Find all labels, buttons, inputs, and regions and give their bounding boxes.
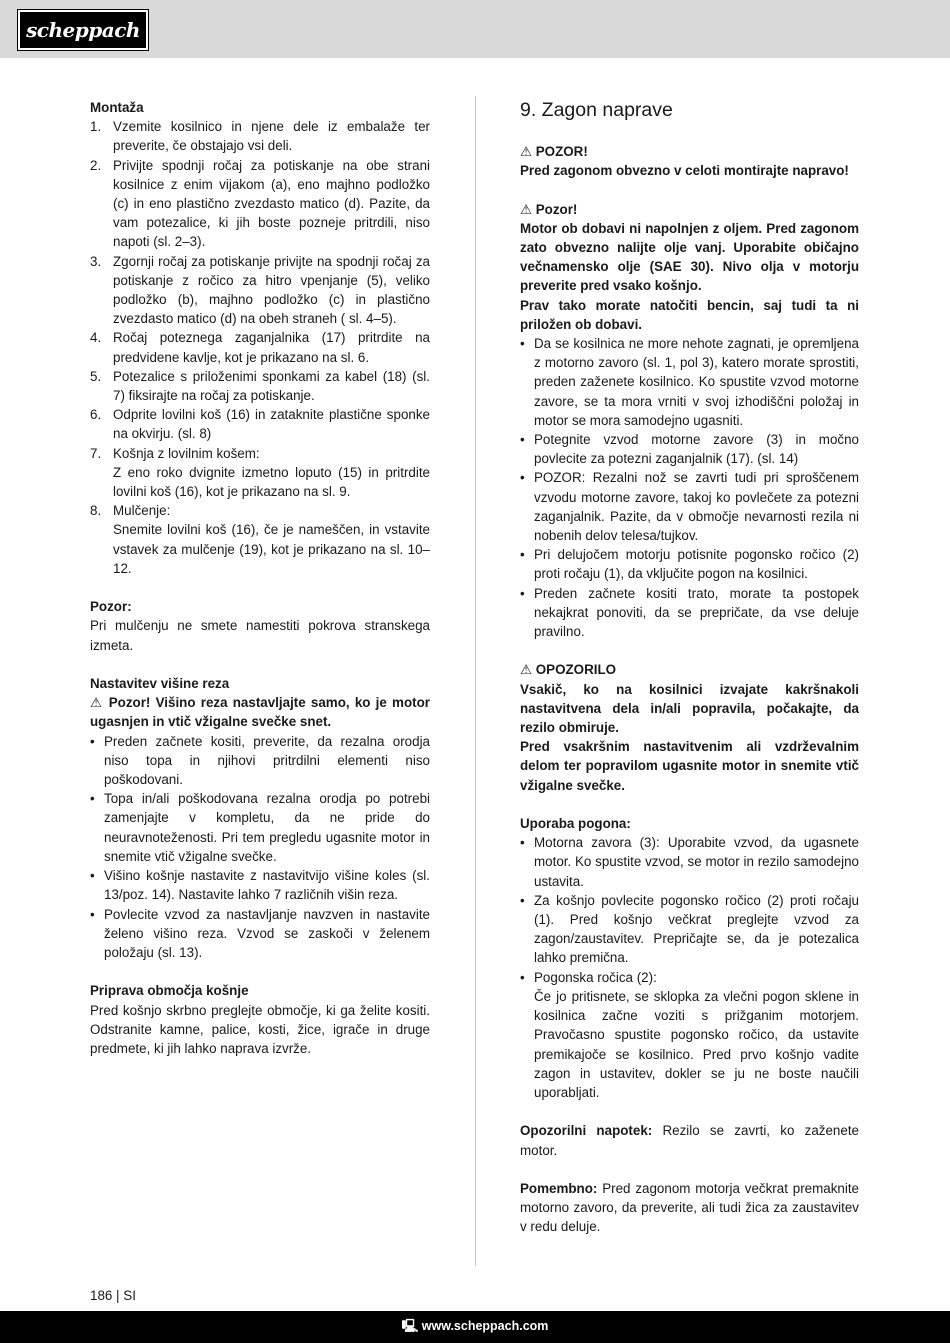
list-item-text: Zgornji ročaj za potiskanje privijte na spodnji ročaj za potiskanje z ročico za hitro vpenjanje (5), veliko podložko (b), majhno podložko (c) in plastično zvezdasto matico (d) na obeh straneh ( sl. 4–5).: [113, 253, 430, 327]
montaza-heading: Montaža: [90, 100, 144, 115]
list-item: [90, 252, 430, 329]
opozorilo-text-2: Pred vsakršnim nastavitvenim ali vzdrževalnim delom ter popravilom ugasnite motor in snemite vtič vžigalne svečke.: [520, 739, 859, 793]
bullet-text: • Pogonska ročica (2):: [534, 969, 657, 985]
list-item-text: Mulčenje:: [113, 503, 171, 519]
napotek-label: Opozorilni napotek:: [520, 1123, 653, 1139]
opozorilo-text-1: Vsakič, ko na kosilnici izvajate kakršnakoli nastavitvena dela in/ali popravila, počakajte, da rezilo obmiruje.: [520, 681, 859, 736]
bullet-subtext: Če jo pritisnete, se sklopka za vlečni pogon sklene in kosilnica začne voziti s prižganim motorjem. Pravočasno spustite pogonsko ročico, da ustavite premikajoče se kosilnico. Pred prvo košnjo vadite zagon in ustavitev, dokler se ju ne boste naučili uporabljati.: [534, 988, 859, 1100]
priprava-text: Pred košnjo skrbno preglejte območje, ki ga želite kositi. Odstranite kamne, palice, kosti, žice, igrače in druge predmete, ki jih lahko naprava izvrže.: [90, 1002, 430, 1056]
bullet-item: • Da se kosilnica ne more nehote zagnati, je opremljena z motorno zavoro (sl. 1, pol 3), katero morate sprostiti, preden zaženete kosilnico. Ko spustite vzvod motorne zavore, se ta mora vrniti v svoj izhodiščni položaj in motor se mora samodejno ugasniti.: [520, 334, 859, 430]
pomembno-paragraph: [520, 1179, 859, 1237]
list-item-text: Potezalice s priloženimi sponkami za kabel (18) (sl. 7) fiksirajte na ročaj za potiskanje.: [113, 368, 430, 404]
list-item-number: 6.: [90, 407, 102, 423]
list-item-text: Vzemite kosilnico in njene dele iz embalaže ter preverite, če obstajajo vsi deli.: [113, 119, 430, 154]
list-item-number: 5.: [90, 368, 102, 384]
bullet-item: • Topa in/ali poškodovana rezalna orodja po potrebi zamenjajte v kompletu, da ne pride do neuravnoteženosti. Pri tem pregledu ugasnite motor in snemite vtič vžigalne svečke.: [90, 789, 430, 866]
bullet-item: [520, 833, 859, 891]
list-item-text: Privijte spodnji ročaj za potiskanje na obe strani kosilnice z enim vijakom (a), eno majhno podložko (c) in eno plastično zvezdasto matico (d). Pazite, da vam potezalice, ki jih boste pozneje pritrdili, niso napoti (sl. 2–3).: [113, 157, 430, 250]
list-item-text: Odprite lovilni koš (16) in zataknite plastične sponke na okvirju. (sl. 8): [113, 407, 430, 442]
list-item-number: 8.: [90, 503, 102, 519]
page-number: 186 | SI: [90, 1288, 136, 1303]
uporaba-heading: Uporaba pogona:: [520, 816, 631, 832]
visina-bullets: [90, 732, 430, 962]
bullet-item: • Višino košnje nastavite z nastavitvijo višine koles (sl. 13/poz. 14). Nastavite lahko 7 različnih višin reza.: [90, 866, 430, 904]
bullet-item: [520, 968, 859, 1102]
list-item: [90, 444, 430, 502]
pomembno-label: Pomembno:: [520, 1180, 598, 1196]
visina-heading: Nastavitev višine reza: [90, 676, 230, 692]
bullet-item: • POZOR: Rezalni nož se zavrti tudi pri sproščenem vzvodu motorne zavore, takoj ko povlečete za potezni zaganjalnik. Pazite, da v območje nevarnosti rezila ni nobenih delov telesa/tujkov.: [520, 468, 859, 545]
list-item-number: 7.: [90, 445, 102, 461]
bullet-item: • Potegnite vzvod motorne zavore (3) in močno povlecite za potezni zaganjalnik (17). (sl. 14): [520, 430, 859, 468]
napotek-text: Rezilo se zavrti, ko zaženete motor.: [520, 1123, 859, 1158]
bullet-item: • Pri delujočem motorju potisnite pogonsko ročico (2) proti ročaju (1), da vključite pogon na kosilnici.: [520, 545, 859, 583]
column-divider: [475, 96, 476, 1266]
napotek-paragraph: [520, 1121, 859, 1159]
bullet-item: • Preden začnete kositi, preverite, da rezalna orodja niso topa in njihovi pritrdilni elementi niso poškodovani.: [90, 732, 430, 790]
pozor2-text-2: Prav tako morate natočiti bencin, saj tudi ta ni priložen ob dobavi.: [520, 297, 859, 332]
pozor1-heading: ⚠ POZOR!: [520, 144, 588, 159]
website-link[interactable]: 🖳 www.scheppach.com: [401, 1319, 549, 1333]
zagon-bullets: [520, 334, 859, 641]
visina-warning: ⚠ Pozor! Višino reza nastavljajte samo, ko je motor ugasnjen in vtič vžigalne svečke snet.: [90, 695, 430, 730]
list-item-number: 4.: [90, 330, 102, 346]
bullet-item: • Povlecite vzvod za nastavljanje navzven in nastavite želeno višino reza. Vzvod se zaskoči v želenem položaju (sl. 13).: [90, 905, 430, 963]
bullet-text: • Za košnjo povlecite pogonsko ročico (2) proti ročaju (1). Pred košnjo večkrat preglejte vzvod za zagon/zaustavitev. Prepričajte se, da je potezalica lahko premična.: [534, 892, 859, 966]
brand-logo: scheppach: [18, 10, 148, 50]
section-title: 9. Zagon naprave: [520, 99, 673, 121]
list-item: [90, 156, 430, 252]
list-item-subtext: Z eno roko dvignite izmetno loputo (15) in pritrdite lovilni koš (16), kot je prikazano na sl. 9.: [113, 464, 430, 500]
list-item-number: 3.: [90, 253, 102, 269]
list-item: [90, 328, 430, 366]
pozor2-text: Motor ob dobavi ni napolnjen z oljem. Pred zagonom zato obvezno nalijte olje vanj. Uporabite običajno večnamensko olje (SAE 30). Nivo olja v motorju preverite pred vsako košnjo.: [520, 220, 859, 294]
priprava-heading: Priprava območja košnje: [90, 983, 249, 999]
montaza-steps: [90, 117, 430, 578]
pomembno-text: Pred zagonom motorja večkrat premaknite motorno zavoro, da preverite, ali tudi žica za zaustavitev v redu deluje.: [520, 1180, 859, 1235]
bullet-text: • Motorna zavora (3): Uporabite vzvod, da ugasnete motor. Ko spustite vzvod, se motor in rezilo samodejno ustavita.: [534, 835, 859, 889]
pozor-text: Pri mulčenju ne smete namestiti pokrova stranskega izmeta.: [90, 618, 430, 653]
list-item: [90, 501, 430, 578]
list-item-number: 2.: [90, 157, 102, 173]
right-column: [520, 98, 859, 1237]
list-item: [90, 405, 430, 443]
list-item: [90, 117, 430, 155]
footer-bar: [0, 1311, 950, 1343]
left-column: [90, 98, 430, 1058]
header-bar: [0, 0, 950, 58]
pozor2-heading: ⚠ Pozor!: [520, 201, 578, 217]
list-item: [90, 367, 430, 405]
uporaba-bullets: [520, 833, 859, 1102]
opozorilo-heading: ⚠ OPOZORILO: [520, 662, 617, 678]
bullet-item: [520, 891, 859, 968]
list-item-number: 1.: [90, 119, 102, 135]
pozor-heading: Pozor:: [90, 599, 132, 615]
list-item-text: Ročaj poteznega zaganjalnika (17) pritrdite na predvidene kavlje, kot je prikazano na sl. 6.: [113, 330, 430, 365]
pozor1-text: Pred zagonom obvezno v celoti montirajte napravo!: [520, 163, 849, 179]
list-item-subtext: Snemite lovilni koš (16), če je nameščen, in vstavite vstavek za mulčenje (19), kot je prikazano na sl. 10–12.: [113, 522, 430, 576]
bullet-item: • Preden začnete kositi trato, morate ta postopek nekajkrat ponoviti, da se prepričate, da vse deluje pravilno.: [520, 584, 859, 642]
list-item-text: Košnja z lovilnim košem:: [113, 445, 260, 461]
